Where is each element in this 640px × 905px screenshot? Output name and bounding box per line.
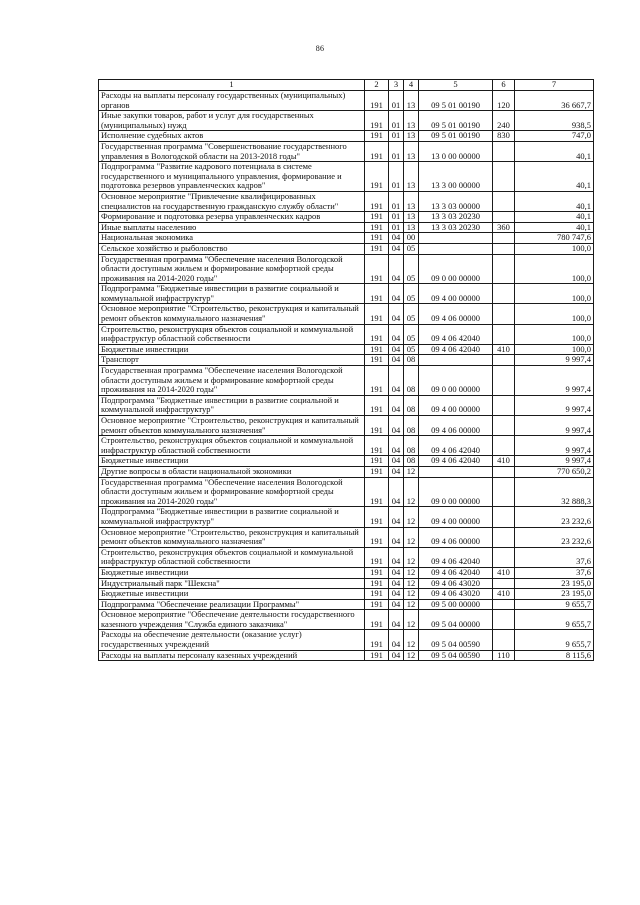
target-article-cell (419, 233, 493, 244)
expense-type-cell (493, 191, 515, 211)
target-article-cell: 09 4 06 43020 (419, 578, 493, 589)
table-body (99, 91, 594, 661)
table-row (99, 395, 594, 415)
column-header: 5 (419, 80, 493, 91)
subsection-code-cell: 12 (404, 589, 419, 600)
budget-table (98, 79, 594, 661)
expense-type-cell (493, 233, 515, 244)
section-code-cell: 01 (389, 162, 404, 192)
subsection-code-cell: 12 (404, 610, 419, 630)
expense-type-cell (493, 466, 515, 477)
table-row (99, 91, 594, 111)
table-row (99, 191, 594, 211)
amount-cell: 9 997,4 (515, 355, 594, 366)
row-name-cell: Бюджетные инвестиции (99, 567, 365, 578)
row-name-cell: Расходы на выплаты персоналу казенных учреждений (99, 650, 365, 661)
row-name-cell: Другие вопросы в области национальной экономики (99, 466, 365, 477)
target-article-cell (419, 466, 493, 477)
target-article-cell: 09 4 06 42040 (419, 547, 493, 567)
ministry-code-cell: 191 (365, 191, 389, 211)
amount-cell: 40,1 (515, 212, 594, 223)
subsection-code-cell: 12 (404, 650, 419, 661)
section-code-cell: 04 (389, 578, 404, 589)
row-name-cell: Государственная программа "Совершенствование государственного управления в Вологодской области на 2013-2018 годы" (99, 141, 365, 161)
ministry-code-cell: 191 (365, 141, 389, 161)
table-row (99, 254, 594, 284)
section-code-cell: 04 (389, 233, 404, 244)
section-code-cell: 04 (389, 599, 404, 610)
amount-cell: 40,1 (515, 191, 594, 211)
row-name-cell: Основное мероприятие "Строительство, реконструкция и капитальный ремонт объектов коммунального назначения" (99, 304, 365, 324)
target-article-cell: 09 0 00 00000 (419, 254, 493, 284)
expense-type-cell (493, 162, 515, 192)
expense-type-cell: 410 (493, 567, 515, 578)
amount-cell: 938,5 (515, 111, 594, 131)
expense-type-cell (493, 141, 515, 161)
ministry-code-cell: 191 (365, 630, 389, 650)
row-name-cell: Государственная программа "Обеспечение населения Вологодской области доступным жильем и формирование комфортной среды проживания на 2014-2020 годы" (99, 254, 365, 284)
section-code-cell: 04 (389, 547, 404, 567)
expense-type-cell (493, 366, 515, 396)
target-article-cell: 09 4 06 42040 (419, 567, 493, 578)
expense-type-cell: 410 (493, 589, 515, 600)
amount-cell: 770 650,2 (515, 466, 594, 477)
ministry-code-cell: 191 (365, 366, 389, 396)
expense-type-cell: 410 (493, 344, 515, 355)
row-name-cell: Сельское хозяйство и рыболовство (99, 243, 365, 254)
amount-cell: 40,1 (515, 162, 594, 192)
row-name-cell: Бюджетные инвестиции (99, 456, 365, 467)
section-code-cell: 04 (389, 466, 404, 477)
table-row (99, 650, 594, 661)
table-row (99, 131, 594, 142)
section-code-cell: 04 (389, 395, 404, 415)
ministry-code-cell: 191 (365, 324, 389, 344)
row-name-cell: Индустриальный парк "Шексна" (99, 578, 365, 589)
amount-cell: 40,1 (515, 141, 594, 161)
table-row (99, 436, 594, 456)
ministry-code-cell: 191 (365, 243, 389, 254)
ministry-code-cell: 191 (365, 466, 389, 477)
row-name-cell: Транспорт (99, 355, 365, 366)
target-article-cell: 09 4 06 42040 (419, 456, 493, 467)
table-row (99, 324, 594, 344)
table-row (99, 466, 594, 477)
subsection-code-cell: 08 (404, 436, 419, 456)
section-code-cell: 04 (389, 304, 404, 324)
subsection-code-cell: 12 (404, 466, 419, 477)
ministry-code-cell: 191 (365, 91, 389, 111)
target-article-cell: 09 4 06 43020 (419, 589, 493, 600)
subsection-code-cell: 05 (404, 344, 419, 355)
subsection-code-cell: 13 (404, 212, 419, 223)
section-code-cell: 01 (389, 222, 404, 233)
row-name-cell: Формирование и подготовка резерва управленческих кадров (99, 212, 365, 223)
expense-type-cell: 410 (493, 456, 515, 467)
section-code-cell: 04 (389, 650, 404, 661)
ministry-code-cell: 191 (365, 131, 389, 142)
subsection-code-cell: 13 (404, 111, 419, 131)
page-number: 86 (315, 44, 325, 53)
section-code-cell: 04 (389, 456, 404, 467)
column-header: 6 (493, 80, 515, 91)
table-row (99, 366, 594, 396)
ministry-code-cell: 191 (365, 507, 389, 527)
row-name-cell: Подпрограмма "Обеспечение реализации Программы" (99, 599, 365, 610)
amount-cell: 37,6 (515, 547, 594, 567)
table-row (99, 578, 594, 589)
section-code-cell: 04 (389, 366, 404, 396)
column-header: 7 (515, 80, 594, 91)
ministry-code-cell: 191 (365, 547, 389, 567)
column-header: 3 (389, 80, 404, 91)
subsection-code-cell: 12 (404, 599, 419, 610)
table-row (99, 222, 594, 233)
amount-cell: 36 667,7 (515, 91, 594, 111)
subsection-code-cell: 08 (404, 355, 419, 366)
table-row (99, 233, 594, 244)
target-article-cell: 09 0 00 00000 (419, 477, 493, 507)
subsection-code-cell: 08 (404, 416, 419, 436)
target-article-cell: 09 4 06 00000 (419, 416, 493, 436)
target-article-cell: 13 0 00 00000 (419, 141, 493, 161)
section-code-cell: 04 (389, 477, 404, 507)
table-row (99, 355, 594, 366)
target-article-cell: 09 4 00 00000 (419, 284, 493, 304)
subsection-code-cell: 12 (404, 567, 419, 578)
amount-cell: 100,0 (515, 254, 594, 284)
target-article-cell: 09 0 00 00000 (419, 366, 493, 396)
column-header: 4 (404, 80, 419, 91)
ministry-code-cell: 191 (365, 416, 389, 436)
subsection-code-cell: 08 (404, 366, 419, 396)
subsection-code-cell: 05 (404, 254, 419, 284)
subsection-code-cell: 05 (404, 324, 419, 344)
row-name-cell: Подпрограмма "Развитие кадрового потенциала в системе государственного и муниципального управления, формирование и подготовка резервов управленческих кадров" (99, 162, 365, 192)
section-code-cell: 04 (389, 630, 404, 650)
table-row (99, 630, 594, 650)
subsection-code-cell: 12 (404, 547, 419, 567)
ministry-code-cell: 191 (365, 222, 389, 233)
section-code-cell: 04 (389, 324, 404, 344)
amount-cell: 23 232,6 (515, 527, 594, 547)
row-name-cell: Исполнение судебных актов (99, 131, 365, 142)
row-name-cell: Бюджетные инвестиции (99, 344, 365, 355)
expense-type-cell: 240 (493, 111, 515, 131)
subsection-code-cell: 12 (404, 507, 419, 527)
target-article-cell: 09 4 06 42040 (419, 324, 493, 344)
section-code-cell: 04 (389, 610, 404, 630)
target-article-cell: 09 5 00 00000 (419, 599, 493, 610)
subsection-code-cell: 13 (404, 222, 419, 233)
expense-type-cell (493, 284, 515, 304)
expense-type-cell: 830 (493, 131, 515, 142)
row-name-cell: Расходы на обеспечение деятельности (оказание услуг) государственных учреждений (99, 630, 365, 650)
expense-type-cell (493, 254, 515, 284)
ministry-code-cell: 191 (365, 162, 389, 192)
row-name-cell: Расходы на выплаты персоналу государственных (муниципальных) органов (99, 91, 365, 111)
amount-cell: 9 997,4 (515, 436, 594, 456)
row-name-cell: Подпрограмма "Бюджетные инвестиции в развитие социальной и коммунальной инфраструктур" (99, 507, 365, 527)
ministry-code-cell: 191 (365, 284, 389, 304)
amount-cell: 23 195,0 (515, 578, 594, 589)
subsection-code-cell: 05 (404, 284, 419, 304)
target-article-cell: 09 4 06 00000 (419, 527, 493, 547)
section-code-cell: 04 (389, 436, 404, 456)
section-code-cell: 04 (389, 254, 404, 284)
amount-cell: 9 997,4 (515, 366, 594, 396)
row-name-cell: Основное мероприятие "Обеспечение деятельности государственного казенного учреждения "Служба единого заказчика" (99, 610, 365, 630)
target-article-cell: 09 4 06 42040 (419, 436, 493, 456)
table-row (99, 456, 594, 467)
row-name-cell: Основное мероприятие "Привлечение квалифицированных специалистов на государственную гражданскую службу области" (99, 191, 365, 211)
amount-cell: 8 115,6 (515, 650, 594, 661)
subsection-code-cell: 00 (404, 233, 419, 244)
target-article-cell: 09 5 04 00590 (419, 650, 493, 661)
row-name-cell: Основное мероприятие "Строительство, реконструкция и капитальный ремонт объектов коммунального назначения" (99, 416, 365, 436)
amount-cell: 747,0 (515, 131, 594, 142)
amount-cell: 9 655,7 (515, 630, 594, 650)
amount-cell: 780 747,6 (515, 233, 594, 244)
ministry-code-cell: 191 (365, 111, 389, 131)
expense-type-cell (493, 324, 515, 344)
column-header: 2 (365, 80, 389, 91)
amount-cell: 9 655,7 (515, 610, 594, 630)
amount-cell: 40,1 (515, 222, 594, 233)
expense-type-cell (493, 416, 515, 436)
expense-type-cell (493, 547, 515, 567)
section-code-cell: 04 (389, 284, 404, 304)
subsection-code-cell: 08 (404, 456, 419, 467)
section-code-cell: 04 (389, 589, 404, 600)
ministry-code-cell: 191 (365, 477, 389, 507)
expense-type-cell (493, 304, 515, 324)
target-article-cell: 09 4 00 00000 (419, 507, 493, 527)
table-row (99, 547, 594, 567)
ministry-code-cell: 191 (365, 254, 389, 284)
subsection-code-cell: 13 (404, 141, 419, 161)
section-code-cell: 01 (389, 191, 404, 211)
section-code-cell: 01 (389, 131, 404, 142)
expense-type-cell (493, 212, 515, 223)
section-code-cell: 04 (389, 527, 404, 547)
expense-type-cell (493, 355, 515, 366)
ministry-code-cell: 191 (365, 610, 389, 630)
target-article-cell: 09 5 04 00000 (419, 610, 493, 630)
expense-type-cell (493, 477, 515, 507)
ministry-code-cell: 191 (365, 436, 389, 456)
row-name-cell: Подпрограмма "Бюджетные инвестиции в развитие социальной и коммунальной инфраструктур" (99, 395, 365, 415)
expense-type-cell (493, 436, 515, 456)
table-row (99, 567, 594, 578)
table-row (99, 284, 594, 304)
subsection-code-cell: 12 (404, 630, 419, 650)
subsection-code-cell: 05 (404, 243, 419, 254)
table-row (99, 162, 594, 192)
table-row (99, 111, 594, 131)
expense-type-cell: 110 (493, 650, 515, 661)
row-name-cell: Строительство, реконструкция объектов социальной и коммунальной инфраструктур областной собственности (99, 324, 365, 344)
subsection-code-cell: 13 (404, 162, 419, 192)
ministry-code-cell: 191 (365, 578, 389, 589)
amount-cell: 9 997,4 (515, 395, 594, 415)
row-name-cell: Иные выплаты населению (99, 222, 365, 233)
amount-cell: 37,6 (515, 567, 594, 578)
table-row (99, 477, 594, 507)
expense-type-cell: 360 (493, 222, 515, 233)
subsection-code-cell: 13 (404, 131, 419, 142)
row-name-cell: Подпрограмма "Бюджетные инвестиции в развитие социальной и коммунальной инфраструктур" (99, 284, 365, 304)
ministry-code-cell: 191 (365, 589, 389, 600)
ministry-code-cell: 191 (365, 456, 389, 467)
expense-type-cell (493, 610, 515, 630)
amount-cell: 100,0 (515, 344, 594, 355)
table-row (99, 507, 594, 527)
target-article-cell: 09 5 01 00190 (419, 91, 493, 111)
expense-type-cell (493, 578, 515, 589)
target-article-cell: 09 5 04 00590 (419, 630, 493, 650)
ministry-code-cell: 191 (365, 304, 389, 324)
target-article-cell: 13 3 00 00000 (419, 162, 493, 192)
subsection-code-cell: 13 (404, 91, 419, 111)
table-row (99, 527, 594, 547)
section-code-cell: 01 (389, 111, 404, 131)
amount-cell: 9 997,4 (515, 456, 594, 467)
section-code-cell: 04 (389, 243, 404, 254)
expense-type-cell (493, 599, 515, 610)
section-code-cell: 04 (389, 507, 404, 527)
row-name-cell: Строительство, реконструкция объектов социальной и коммунальной инфраструктур областной собственности (99, 547, 365, 567)
ministry-code-cell: 191 (365, 650, 389, 661)
ministry-code-cell: 191 (365, 355, 389, 366)
expense-type-cell (493, 630, 515, 650)
table-row (99, 304, 594, 324)
target-article-cell: 13 3 03 00000 (419, 191, 493, 211)
expense-type-cell (493, 507, 515, 527)
target-article-cell: 09 4 06 42040 (419, 344, 493, 355)
expense-type-cell (493, 243, 515, 254)
target-article-cell: 13 3 03 20230 (419, 212, 493, 223)
expense-type-cell (493, 395, 515, 415)
row-name-cell: Государственная программа "Обеспечение населения Вологодской области доступным жильем и формирование комфортной среды проживания на 2014-2020 годы" (99, 366, 365, 396)
expense-type-cell (493, 527, 515, 547)
table-row (99, 243, 594, 254)
section-code-cell: 04 (389, 355, 404, 366)
row-name-cell: Бюджетные инвестиции (99, 589, 365, 600)
ministry-code-cell: 191 (365, 395, 389, 415)
amount-cell: 23 195,0 (515, 589, 594, 600)
table-row (99, 141, 594, 161)
subsection-code-cell: 12 (404, 477, 419, 507)
subsection-code-cell: 12 (404, 578, 419, 589)
table-row (99, 212, 594, 223)
section-code-cell: 04 (389, 344, 404, 355)
amount-cell: 23 232,6 (515, 507, 594, 527)
target-article-cell: 09 4 00 00000 (419, 395, 493, 415)
expense-type-cell: 120 (493, 91, 515, 111)
ministry-code-cell: 191 (365, 527, 389, 547)
table-row (99, 599, 594, 610)
amount-cell: 100,0 (515, 304, 594, 324)
table-row (99, 344, 594, 355)
ministry-code-cell: 191 (365, 344, 389, 355)
target-article-cell: 09 5 01 00190 (419, 131, 493, 142)
ministry-code-cell: 191 (365, 212, 389, 223)
target-article-cell: 13 3 03 20230 (419, 222, 493, 233)
target-article-cell (419, 243, 493, 254)
amount-cell: 32 888,3 (515, 477, 594, 507)
ministry-code-cell: 191 (365, 599, 389, 610)
amount-cell: 100,0 (515, 324, 594, 344)
row-name-cell: Иные закупки товаров, работ и услуг для государственных (муниципальных) нужд (99, 111, 365, 131)
target-article-cell: 09 5 01 00190 (419, 111, 493, 131)
subsection-code-cell: 08 (404, 395, 419, 415)
amount-cell: 100,0 (515, 243, 594, 254)
table-header-row (99, 80, 594, 91)
section-code-cell: 01 (389, 212, 404, 223)
table-row (99, 610, 594, 630)
section-code-cell: 01 (389, 91, 404, 111)
row-name-cell: Основное мероприятие "Строительство, реконструкция и капитальный ремонт объектов коммунального назначения" (99, 527, 365, 547)
section-code-cell: 04 (389, 567, 404, 578)
amount-cell: 9 997,4 (515, 416, 594, 436)
section-code-cell: 04 (389, 416, 404, 436)
row-name-cell: Государственная программа "Обеспечение населения Вологодской области доступным жильем и формирование комфортной среды проживания на 2014-2020 годы" (99, 477, 365, 507)
ministry-code-cell: 191 (365, 233, 389, 244)
subsection-code-cell: 05 (404, 304, 419, 324)
column-header: 1 (99, 80, 365, 91)
target-article-cell: 09 4 06 00000 (419, 304, 493, 324)
row-name-cell: Строительство, реконструкция объектов социальной и коммунальной инфраструктур областной собственности (99, 436, 365, 456)
subsection-code-cell: 13 (404, 191, 419, 211)
table-row (99, 416, 594, 436)
target-article-cell (419, 355, 493, 366)
amount-cell: 100,0 (515, 284, 594, 304)
ministry-code-cell: 191 (365, 567, 389, 578)
subsection-code-cell: 12 (404, 527, 419, 547)
amount-cell: 9 655,7 (515, 599, 594, 610)
section-code-cell: 01 (389, 141, 404, 161)
row-name-cell: Национальная экономика (99, 233, 365, 244)
table-row (99, 589, 594, 600)
